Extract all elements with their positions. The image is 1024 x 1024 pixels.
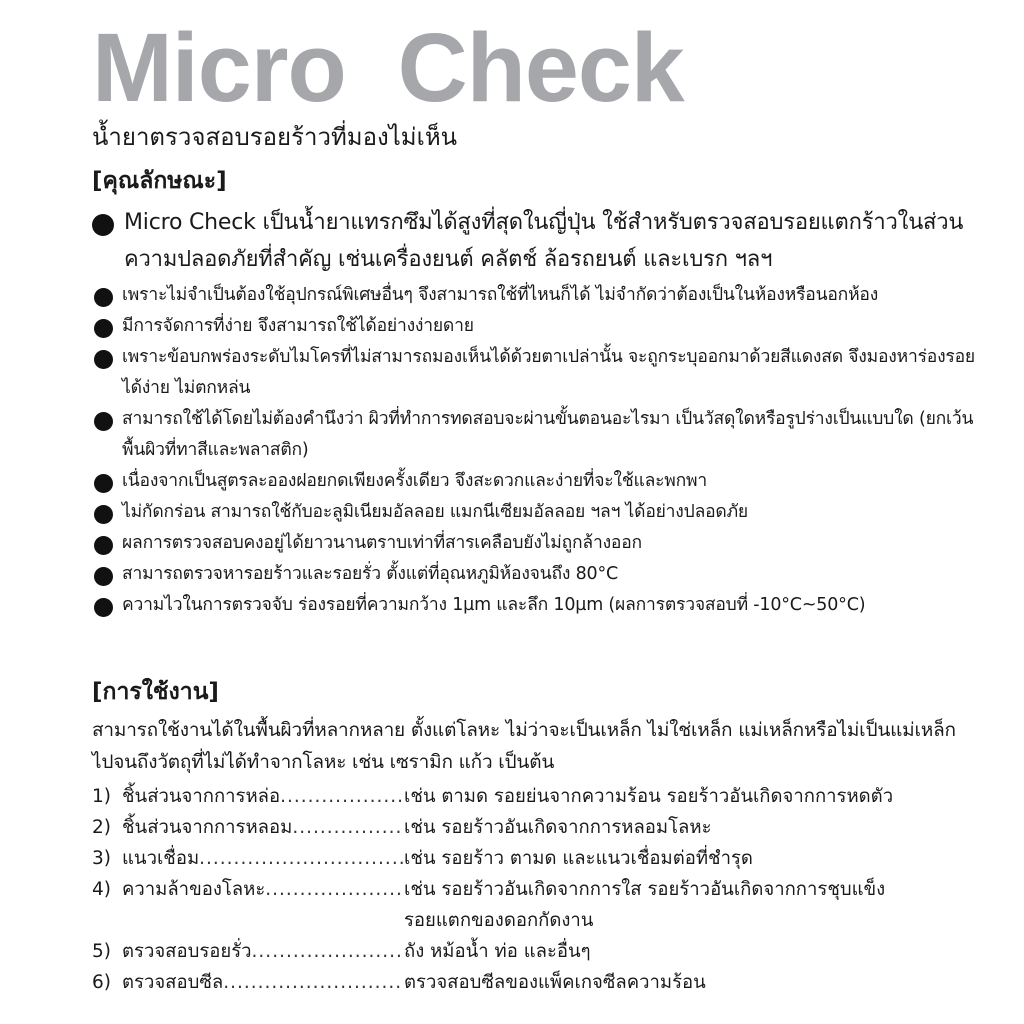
- feature-text: ความไวในการตรวจจับ ร่องรอยที่ความกว้าง 1µm และลึก 10µm (ผลการตรวจสอบที่ -10°C~50°C): [122, 595, 866, 615]
- product-title: Micro Check: [92, 13, 684, 122]
- usage-number: 6): [92, 972, 111, 993]
- feature-item: [92, 204, 992, 278]
- feature-item: [92, 559, 992, 590]
- dot-leader: [223, 967, 404, 998]
- usage-label: ชิ้นส่วนจากการหล่อ: [122, 786, 281, 807]
- bullet-icon: [94, 567, 113, 586]
- usage-label: ตรวจสอบซีล: [122, 972, 224, 993]
- usage-description: ถัง หม้อน้ำ ท่อ และอื่นๆ: [404, 941, 591, 962]
- feature-item: [92, 311, 992, 342]
- feature-item: [92, 528, 992, 559]
- feature-item: [92, 466, 992, 497]
- dot-leader: [265, 874, 404, 936]
- bullet-icon: [94, 319, 113, 338]
- feature-text: ไม่กัดกร่อน สามารถใช้กับอะลูมิเนียมอัลลอย แมกนีเซียมอัลลอย ฯลฯ ได้อย่างปลอดภัย: [122, 502, 748, 522]
- feature-text: ผลการตรวจสอบคงอยู่ได้ยาวนานตราบเท่าที่สารเคลือบยังไม่ถูกล้างออก: [122, 533, 642, 553]
- usage-item: [92, 936, 992, 967]
- bullet-icon: [94, 350, 113, 369]
- usage-label: ตรวจสอบรอยรั่ว: [122, 941, 252, 962]
- usage-number: 5): [92, 941, 111, 962]
- usage-item: [92, 781, 992, 812]
- usage-item: [92, 843, 992, 874]
- bullet-icon: [92, 214, 114, 236]
- feature-item: [92, 404, 992, 466]
- usage-description: เช่น รอยร้าวอันเกิดจากการใส รอยร้าวอันเกิดจากการชุบแข็ง รอยแตกของดอกกัดงาน: [404, 879, 886, 931]
- dot-leader: [292, 812, 404, 843]
- bullet-icon: [94, 474, 113, 493]
- feature-text: เพราะข้อบกพร่องระดับไมโครที่ไม่สามารถมองเห็นได้ด้วยตาเปล่านั้น จะถูกระบุออกมาด้วยสีแดงสด จึงมองหาร่องรอยได้ง่าย ไม่ตกหล่น: [122, 347, 975, 398]
- features-heading: [คุณลักษณะ]: [92, 168, 227, 194]
- bullet-icon: [94, 598, 113, 617]
- feature-text: สามารถตรวจหารอยร้าวและรอยรั่ว ตั้งแต่ที่อุณหภูมิห้องจนถึง 80°C: [122, 564, 619, 584]
- usage-description: เช่น ตามด รอยย่นจากความร้อน รอยร้าวอันเกิดจากการหดตัว: [404, 786, 894, 807]
- feature-text: มีการจัดการที่ง่าย จึงสามารถใช้ได้อย่างง่ายดาย: [122, 316, 474, 336]
- feature-text: เนื่องจากเป็นสูตรละอองฝอยกดเพียงครั้งเดียว จึงสะดวกและง่ายที่จะใช้และพกพา: [122, 471, 707, 491]
- usage-number: 3): [92, 848, 111, 869]
- usage-description: เช่น รอยร้าวอันเกิดจากการหลอมโลหะ: [404, 817, 712, 838]
- usage-item: [92, 967, 992, 998]
- usage-label: ชิ้นส่วนจากการหลอม: [122, 817, 293, 838]
- usage-description: เช่น รอยร้าว ตามด และแนวเชื่อมต่อที่ชำรุด: [404, 848, 753, 869]
- usage-description: ตรวจสอบซีลของแพ็คเกจซีลความร้อน: [404, 972, 706, 993]
- usage-list: [92, 781, 992, 998]
- features-list: [92, 204, 992, 621]
- feature-item: [92, 342, 992, 404]
- dot-leader: [199, 843, 404, 874]
- usage-heading: [การใช้งาน]: [92, 679, 219, 705]
- feature-text: สามารถใช้ได้โดยไม่ต้องคำนึงว่า ผิวที่ทำการทดสอบจะผ่านขั้นตอนอะไรมา เป็นวัสดุใดหรือรูปร่างเป็นแบบใด (ยกเว้นพื้นผิวที่ทาสีและพลาสติก): [122, 409, 974, 460]
- product-subtitle: น้ำยาตรวจสอบรอยร้าวที่มองไม่เห็น: [92, 123, 458, 151]
- bullet-icon: [94, 536, 113, 555]
- feature-text: เพราะไม่จำเป็นต้องใช้อุปกรณ์พิเศษอื่นๆ จึงสามารถใช้ที่ไหนก็ได้ ไม่จำกัดว่าต้องเป็นในห้องหรือนอกห้อง: [122, 285, 879, 305]
- usage-item: [92, 874, 992, 936]
- usage-number: 2): [92, 817, 111, 838]
- bullet-icon: [94, 505, 113, 524]
- feature-text: Micro Check เป็นน้ำยาแทรกซึมได้สูงที่สุดในญี่ปุ่น ใช้สำหรับตรวจสอบรอยแตกร้าวในส่วนความปลอดภัยที่สำคัญ เช่นเครื่องยนต์ คลัตช์ ล้อรถยนต์ และเบรก ฯลฯ: [124, 210, 964, 272]
- feature-item: [92, 280, 992, 311]
- dot-leader: [252, 936, 404, 967]
- bullet-icon: [94, 288, 113, 307]
- feature-item: [92, 590, 992, 621]
- usage-item: [92, 812, 992, 843]
- feature-item: [92, 497, 992, 528]
- usage-intro: สามารถใช้งานได้ในพื้นผิวที่หลากหลาย ตั้งแต่โลหะ ไม่ว่าจะเป็นเหล็ก ไม่ใช่เหล็ก แม่เหล็กหรือไม่เป็นแม่เหล็ก ไปจนถึงวัตถุที่ไม่ได้ทำจากโลหะ เช่น เซรามิก แก้ว เป็นต้น: [92, 719, 956, 773]
- usage-label: แนวเชื่อม: [122, 848, 200, 869]
- usage-number: 4): [92, 879, 111, 900]
- bullet-icon: [94, 412, 113, 431]
- dot-leader: [280, 781, 404, 812]
- usage-number: 1): [92, 786, 111, 807]
- usage-label: ความล้าของโลหะ: [122, 879, 266, 900]
